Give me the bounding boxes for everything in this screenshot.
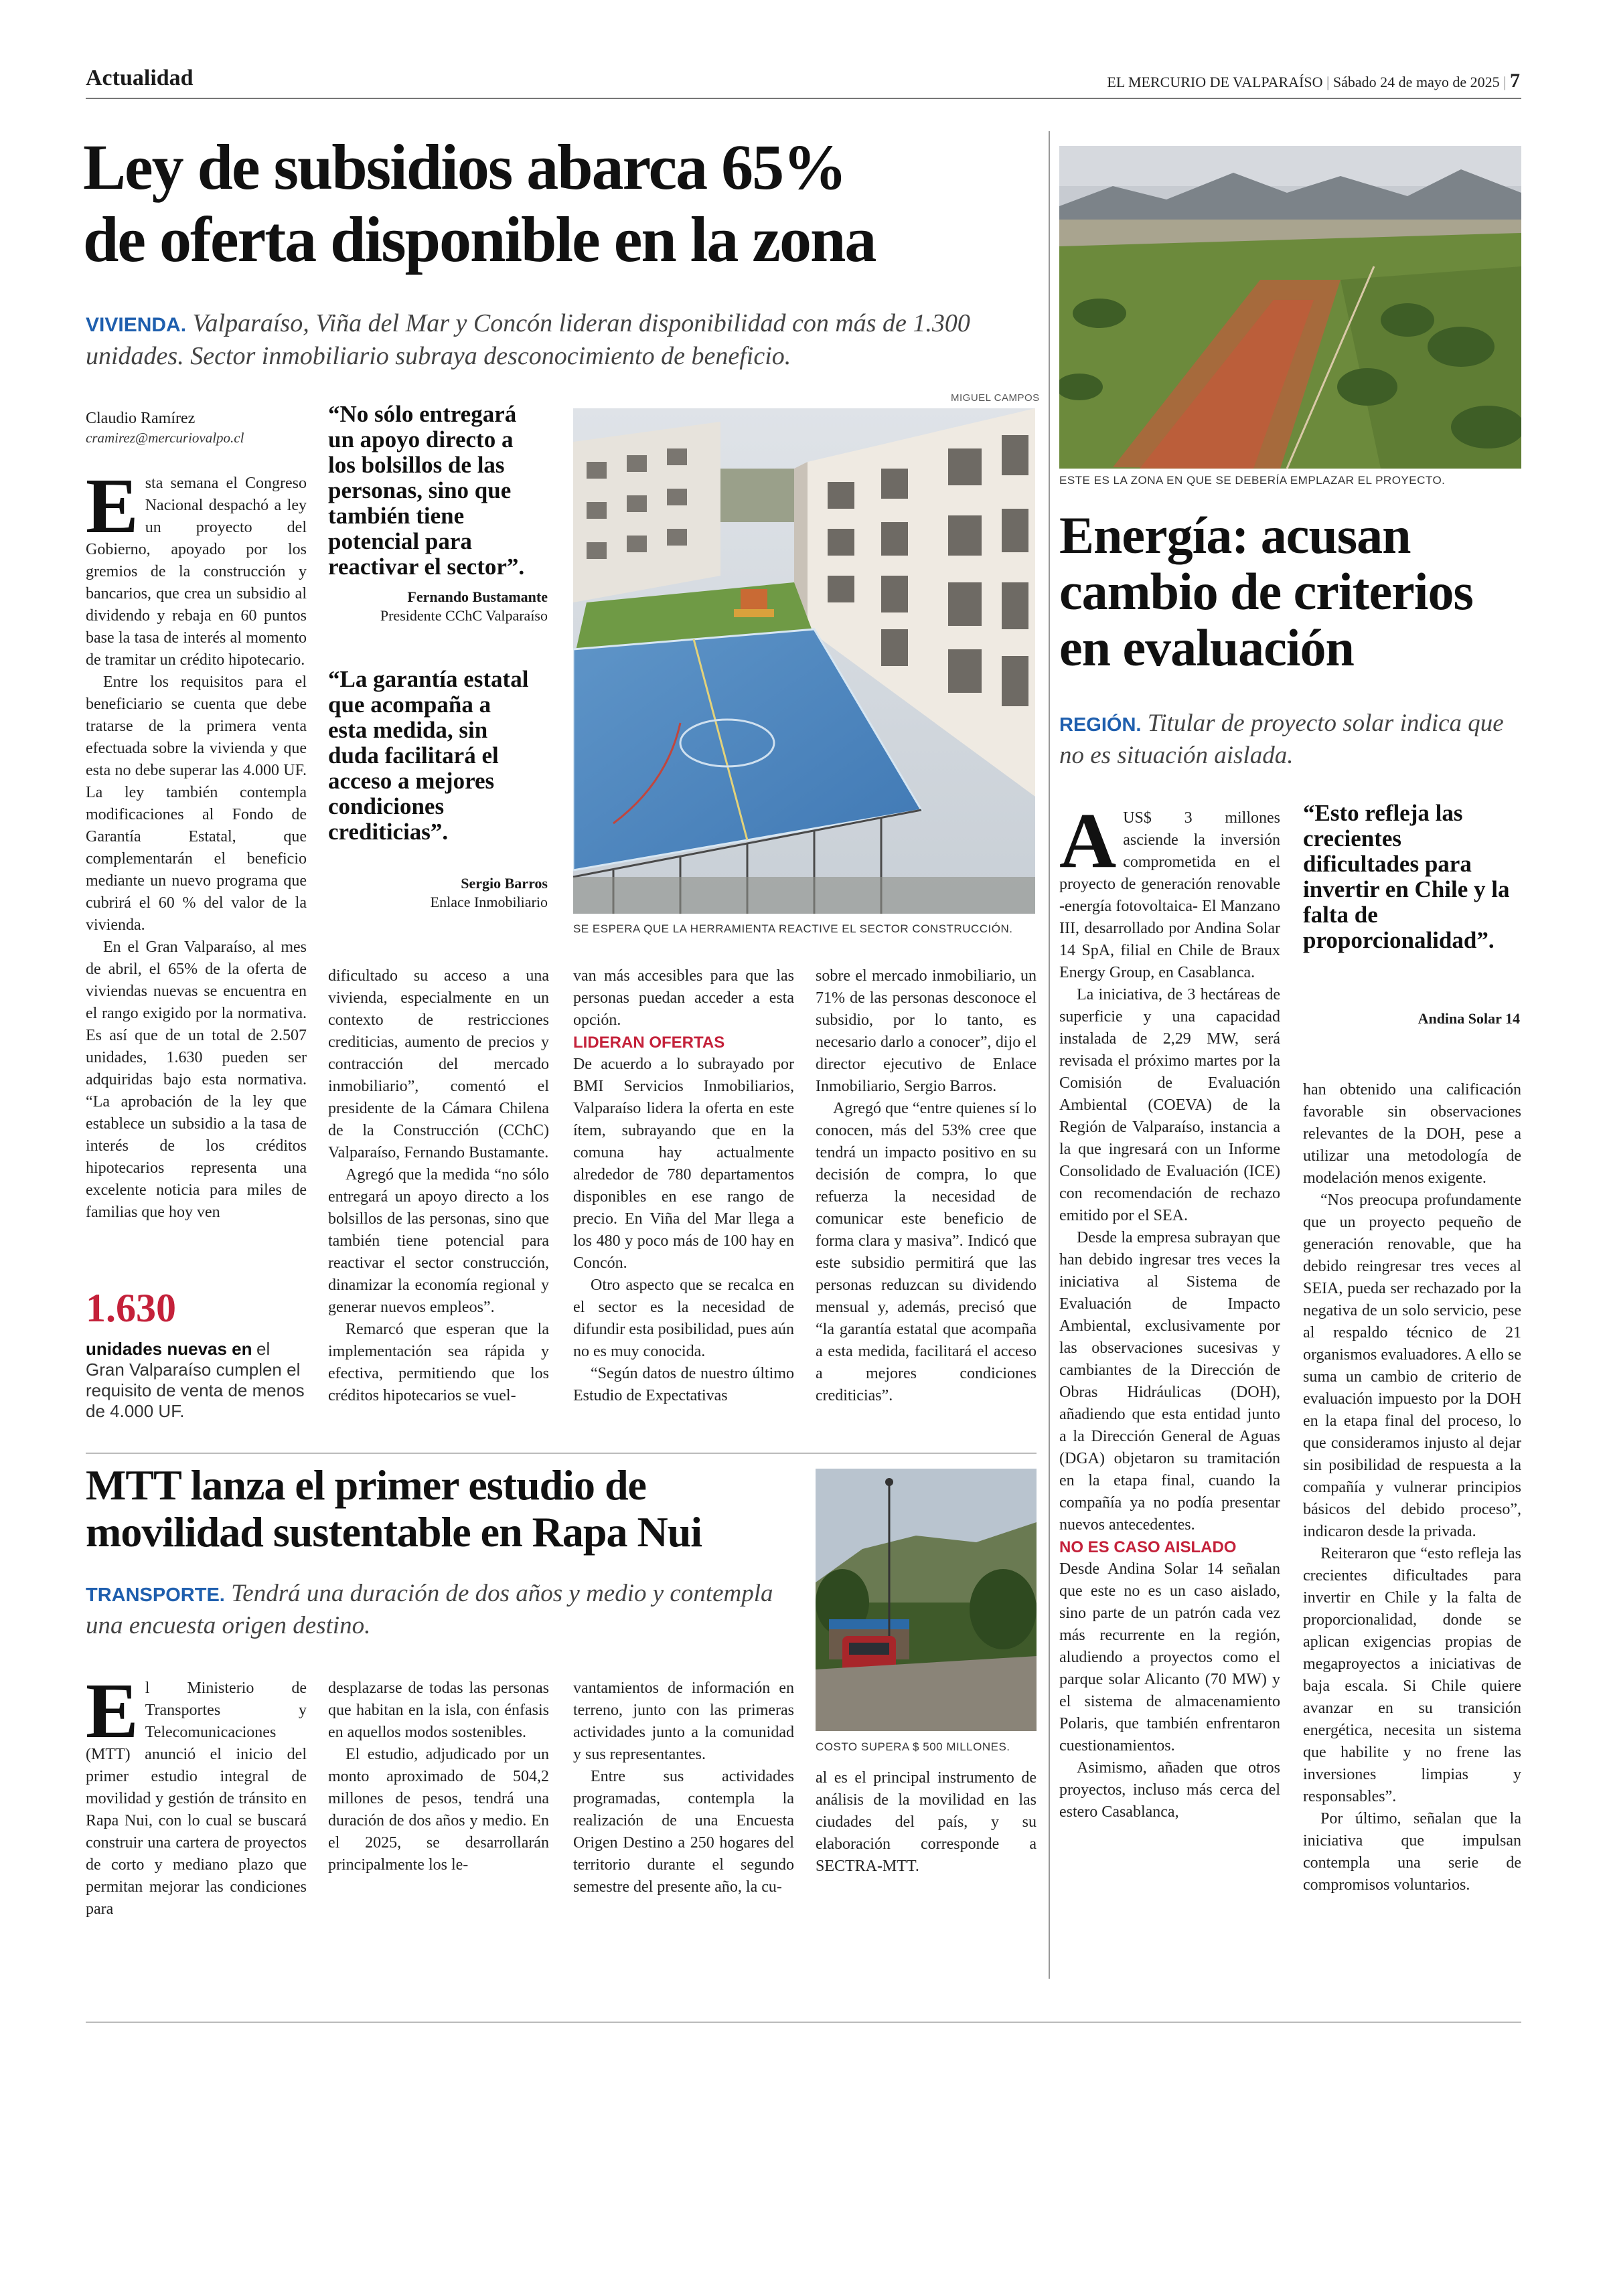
- main-quote-1: “No sólo entregará un apoyo directo a los bolsillos de las personas, sino que también tiene potencial para reactivar el sector”.: [328, 401, 525, 580]
- main-quote-1-role: Presidente CChC Valparaíso: [380, 607, 548, 624]
- side-col1-p5: Asimismo, añaden que otros proyectos, incluso más cerca del estero Casablanca,: [1059, 1759, 1280, 1821]
- publication-name: EL MERCURIO DE VALPARAÍSO: [1107, 74, 1323, 90]
- main-quote-1-name: Fernando Bustamante: [407, 588, 548, 605]
- side-headline: [1059, 507, 1473, 676]
- side-dek: [1059, 708, 1521, 771]
- side-quote-author: Andina Solar 14: [1418, 1010, 1520, 1027]
- column-divider: [1049, 131, 1050, 1979]
- main-col3-p1: van más accesibles para que las personas puedan acceder a esta opción.: [573, 967, 794, 1029]
- side-col2-p1: han obtenido una calificación favorable sin observaciones relevantes de la DOH, pese a utilizar una metodología de modelación menos exigente.: [1303, 1081, 1521, 1187]
- footer-rule: [86, 2022, 1521, 2023]
- side-headline-line3: en evaluación: [1059, 619, 1354, 677]
- stat-desc: el Gran Valparaíso cumplen el requisito de venta de menos de 4.000 UF.: [86, 1339, 305, 1421]
- side-col1-p2: La iniciativa, de 3 hectáreas de superficie y una capacidad instalada de 2,29 MW, será revisada el próximo martes por la Comisión de Evaluación Ambiental (COEVA) de la Región de Valparaíso, instancia a la que ingresará con un Informe Consolidado de Evaluación (ICE) con recomendación de rechazo emitido por el SEA.: [1059, 986, 1280, 1224]
- main-col1-p3: En el Gran Valparaíso, al mes de abril, el 65% de la oferta de viviendas nuevas se encuentra en el rango exigido por la normativa. Es así que de un total de 2.507 unidades, 1.630 pueden ser adquiridas bajo esta normativa. “La aprobación de la ley que establece un subsidio a la tasa de interés de los créditos hipotecarios representa una excelente noticia para miles de familias que hoy ven: [86, 938, 307, 1221]
- landscape-image: [1059, 146, 1521, 469]
- main-column-4: [816, 965, 1037, 1407]
- bottom-headline: [86, 1462, 702, 1556]
- stat-bold: unidades nuevas en: [86, 1339, 252, 1359]
- main-col1-p2: Entre los requisitos para el beneficiario se cuenta que debe tratarse de la primera venta efectuada sobre la vivienda y que esta no debe superar las 4.000 UF. La ley también contempla modificaciones al Fondo de Garantía Estatal, que complementarán el beneficio mediante un nuevo programa que cubrirá el 60 % del valor de la vivienda.: [86, 673, 307, 934]
- main-col3-p2: De acuerdo a lo subrayado por BMI Servicios Inmobiliarios, Valparaíso lidera la oferta en este ítem, subrayando que en la comuna hay actualmente alrededor de 780 departamentos disponibles en ese rango de precio. En Viña del Mar llega a los 480 y poco más de 100 hay en Concón.: [573, 1056, 794, 1272]
- main-col3-subhead: LIDERAN OFERTAS: [573, 1034, 725, 1052]
- side-col1-subhead: NO ES CASO AISLADO: [1059, 1538, 1237, 1556]
- author-name: Claudio Ramírez: [86, 410, 196, 427]
- main-headline-line1: Ley de subsidios abarca 65%: [83, 131, 846, 203]
- main-col3-p4: “Según datos de nuestro último Estudio de Expectativas: [573, 1365, 794, 1404]
- main-col4-p1: sobre el mercado inmobiliario, un 71% de las personas desconoce el subsidio, por lo tanto, es necesario darlo a conocer”, dijo el director ejecutivo de Enlace Inmobiliario, Sergio Barros.: [816, 967, 1037, 1095]
- main-column-1: [86, 462, 307, 1224]
- housing-complex-image: [573, 408, 1035, 914]
- side-quote: “Esto refleja las crecientes dificultades para invertir en Chile y la falta de proporcionalidad”.: [1303, 800, 1510, 953]
- side-dek-text: Titular de proyecto solar indica que no es situación aislada.: [1059, 710, 1504, 769]
- main-dek-text: Valparaíso, Viña del Mar y Concón lideran disponibilidad con más de 1.300 unidades. Sector inmobiliario subraya desconocimiento de beneficio.: [86, 309, 970, 370]
- side-col2-p3: Reiteraron que “esto refleja las crecientes dificultades para invertir en Chile y la falta de proporcionalidad, donde se aplican exigencias propias de megaproyectos a iniciativas de baja escala. Si Chile quiere avanzar en su transición energética, necesita un sistema que habilite y no frene las inversiones limpias y responsables”.: [1303, 1545, 1521, 1805]
- bottom-dek: [86, 1578, 782, 1641]
- side-column-1: [1059, 797, 1280, 1823]
- main-column-3: [573, 965, 794, 1407]
- bottom-column-3: [573, 1677, 794, 1898]
- main-dek: [86, 308, 1023, 372]
- bottom-col2-p1: desplazarse de todas las personas que habitan en la isla, con énfasis en aquellos modos sostenibles.: [328, 1679, 549, 1741]
- main-dropcap: E: [86, 462, 139, 550]
- main-col2-p1: dificultado su acceso a una vivienda, especialmente en un contexto de restricciones crediticias, aumento de precios y contracción del mercado inmobiliario”, comentó el presidente de la Cámara Chilena de la Construcción (CChC) Valparaíso, Fernando Bustamante.: [328, 967, 549, 1161]
- main-quote-2-role: Enlace Inmobiliario: [430, 894, 548, 910]
- main-story-bottom-rule: [86, 1453, 1037, 1454]
- main-photo-credit: MIGUEL CAMPOS: [951, 392, 1040, 404]
- main-col4-p2: Agregó que “entre quienes sí lo conocen, más del 53% cree que tendrá un impacto positivo en su decisión de compra, lo que refuerza la necesidad de comunicar este beneficio de forma clara y masiva”. Indicó que este subsidio permitirá que las personas reduzcan su dividendo mensual y, además, precisó que “la garantía estatal que acompaña a esta medida, facilitará el acceso a mejores condiciones crediticias”.: [816, 1100, 1037, 1404]
- bottom-photo: [816, 1469, 1037, 1731]
- bottom-dropcap: E: [86, 1667, 139, 1754]
- side-photo-caption: ESTE ES LA ZONA EN QUE SE DEBERÍA EMPLAZAR EL PROYECTO.: [1059, 474, 1446, 487]
- section-label: Actualidad: [86, 66, 194, 90]
- street-scene-image: [816, 1469, 1037, 1731]
- side-column-2: [1303, 1079, 1521, 1896]
- main-col2-p2: Agregó que la medida “no sólo entregará un apoyo directo a los bolsillos de las personas, sino que también tiene potencial para reactivar el sector construcción, dinamizar la economía regional y generar nuevos empleos”.: [328, 1166, 549, 1316]
- main-col1-p1: sta semana el Congreso Nacional despachó a ley un proyecto del Gobierno, apoyado por los gremios de la construcción y bancarios, que crea un subsidio al dividendo y rebaja en 60 puntos base la tasa de interés al momento de tramitar un crédito hipotecario.: [86, 475, 307, 669]
- main-headline-line2: de oferta disponible en la zona: [83, 203, 876, 275]
- bottom-col3-p1: vantamientos de información en terreno, junto con las primeras actividades junto a la comunidad y sus representantes.: [573, 1679, 794, 1763]
- bottom-column-4: [816, 1767, 1037, 1878]
- side-col1-p1: US$ 3 millones asciende la inversión comprometida en el proyecto de generación renovable -energía fotovoltaica- El Manzano III, desarrollado por Andina Solar 14 SpA, filial en Chile de Braux Energy Group, en Casablanca.: [1059, 809, 1280, 981]
- side-col1-p4: Desde Andina Solar 14 señalan que este no es un caso aislado, sino parte de un patrón cada vez más recurrente en la región, aludiendo a proyectos como el parque solar Alicanto (70 MW) y el sistema de almacenamiento Polaris, que también enfrentaron cuestionamientos.: [1059, 1560, 1280, 1754]
- page-number: 7: [1510, 70, 1520, 92]
- side-kicker: REGIÓN.: [1059, 714, 1142, 736]
- main-kicker: VIVIENDA.: [86, 314, 187, 336]
- bottom-col4-p1: al es el principal instrumento de análisis de la movilidad en las ciudades del país, y su elaboración corresponde a SECTRA-MTT.: [816, 1769, 1037, 1875]
- side-headline-line2: cambio de criterios: [1059, 562, 1473, 621]
- bottom-photo-caption: COSTO SUPERA $ 500 MILLONES.: [816, 1740, 1010, 1753]
- side-headline-line1: Energía: acusan: [1059, 506, 1411, 564]
- bottom-col3-p2: Entre sus actividades programadas, contempla la realización de una Encuesta Origen Destino a 250 hogares del territorio durante el segundo semestre del presente año, la cu-: [573, 1768, 794, 1896]
- main-photo: [573, 408, 1035, 914]
- side-col1-p3: Desde la empresa subrayan que han debido ingresar tres veces la iniciativa al Sistema de Evaluación de Impacto Ambiental, exclusivamente por las observaciones sucesivas y cambiantes de la Dirección de Obras Hidráulicas (DOH), añadiendo que esta entidad junto a la Dirección General de Aguas (DGA) objetaron su tramitación en la etapa final, cuando la compañía ya no podía presentar nuevos antecedentes.: [1059, 1229, 1280, 1534]
- publication-date: Sábado 24 de mayo de 2025: [1332, 74, 1500, 90]
- side-photo: [1059, 146, 1521, 469]
- main-quote-2-attribution: [328, 874, 548, 912]
- bottom-col1-p1: l Ministerio de Transportes y Telecomunicaciones (MTT) anunció el inicio del primer estudio integral de movilidad y gestión de tránsito en Rapa Nui, con lo cual se buscará construir una cartera de proyectos de corto y mediano plazo que permitan mejorar las condiciones para: [86, 1679, 307, 1918]
- header-rule: [86, 98, 1521, 99]
- bottom-headline-line1: MTT lanza el primer estudio de: [86, 1461, 646, 1509]
- bottom-column-1: [86, 1667, 307, 1920]
- masthead-line: EL MERCURIO DE VALPARAÍSO | Sábado 24 de mayo de 2025 | 7: [1107, 70, 1520, 92]
- bottom-column-2: [328, 1677, 549, 1876]
- bottom-kicker: TRANSPORTE.: [86, 1584, 225, 1606]
- main-quote-2: “La garantía estatal que acompaña a esta medida, sin duda facilitará el acceso a mejores condiciones crediticias”.: [328, 666, 529, 845]
- main-column-2: [328, 965, 549, 1407]
- bottom-dek-text: Tendrá una duración de dos años y medio y contempla una encuesta origen destino.: [86, 1580, 773, 1639]
- main-photo-caption: SE ESPERA QUE LA HERRAMIENTA REACTIVE EL SECTOR CONSTRUCCIÓN.: [573, 922, 1013, 935]
- main-headline: [83, 131, 875, 276]
- main-col3-p3: Otro aspecto que se recalca en el sector es la necesidad de difundir esta posibilidad, pues aún no es muy conocida.: [573, 1277, 794, 1360]
- bottom-headline-line2: movilidad sustentable en Rapa Nui: [86, 1508, 702, 1556]
- main-quote-1-attribution: [328, 588, 548, 625]
- side-col2-p2: “Nos preocupa profundamente que un proyecto pequeño de generación renovable, que ha debido reingresar tres veces al SEIA, pueda ser rechazado por la negativa de un solo servicio, pese al respaldo técnico de 21 organismos evaluadores. A ello se suma un cambio de criterio de evaluación impuesto por la DOH en la etapa final del proceso, lo que consideramos injusto al dejar sin posibilidad de respuesta a la compañía y vulnerar principios básicos del debido proceso”, indicaron desde la privada.: [1303, 1192, 1521, 1540]
- stat-number: 1.630: [86, 1286, 176, 1330]
- stat-text: [86, 1339, 307, 1422]
- side-col2-p4: Por último, señalan que la iniciativa que impulsan contempla una serie de compromisos voluntarios.: [1303, 1810, 1521, 1894]
- main-quote-2-name: Sergio Barros: [461, 875, 548, 892]
- main-col2-p3: Remarcó que esperan que la implementación sea rápida y efectiva, permitiendo que los créditos hipotecarios se vuel-: [328, 1321, 549, 1404]
- author-email[interactable]: cramirez@mercuriovalpo.cl: [86, 430, 244, 446]
- side-dropcap: A: [1059, 797, 1117, 884]
- bottom-col2-p2: El estudio, adjudicado por un monto aproximado de 504,2 millones de pesos, tendrá una duración de dos años y medio. En el 2025, se desarrollarán principalmente los le-: [328, 1746, 549, 1874]
